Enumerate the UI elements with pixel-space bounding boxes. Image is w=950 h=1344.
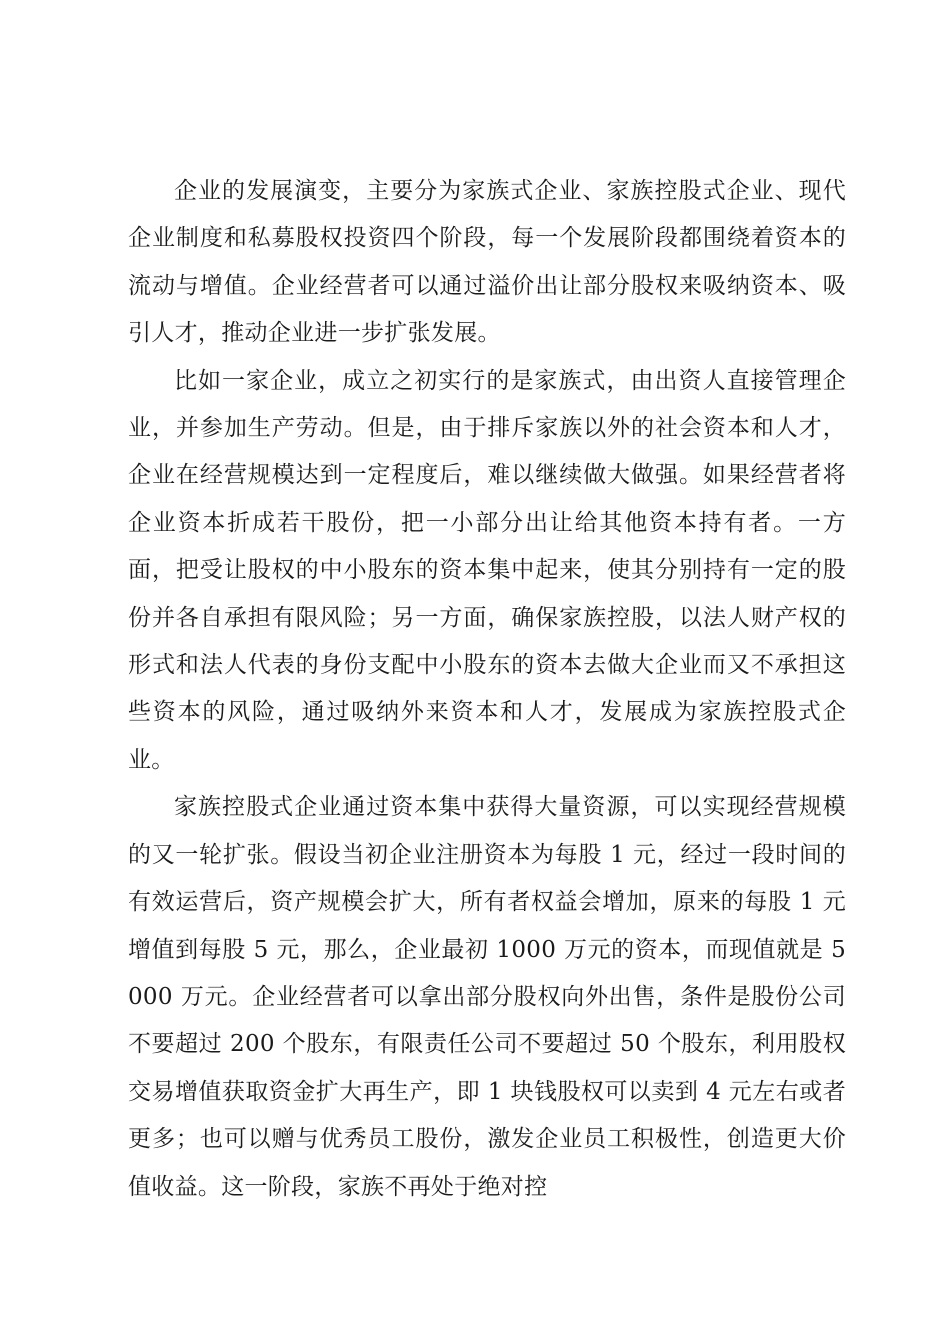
paragraph-1: 企业的发展演变，主要分为家族式企业、家族控股式企业、现代企业制度和私募股权投资四个阶段，每一个发展阶段都围绕着资本的流动与增值。企业经营者可以通过溢价出让部分股权来吸纳资本、吸引人才，推动企业进一步扩张发展。 <box>128 178 846 347</box>
paragraph-2: 比如一家企业，成立之初实行的是家族式，由出资人直接管理企业，并参加生产劳动。但是，由于排斥家族以外的社会资本和人才，企业在经营规模达到一定程度后，难以继续做大做强。如果经营者将企业资本折成若干股份，把一小部分出让给其他资本持有者。一方面，把受让股权的中小股东的资本集中起来，使其分别持有一定的股份并各自承担有限风险；另一方面，确保家族控股，以法人财产权的形式和法人代表的身份支配中小股东的资本去做大企业而又不承担这些资本的风险，通过吸纳外来资本和人才，发展成为家族控股式企业。 <box>128 367 846 773</box>
body-text <box>128 168 846 1211</box>
paragraph-3: 家族控股式企业通过资本集中获得大量资源，可以实现经营规模的又一轮扩张。假设当初企业注册资本为每股 1 元，经过一段时间的有效运营后，资产规模会扩大，所有者权益会增加，原来的每股 1 元增值到每股 5 元，那么，企业最初 1000 万元的资本，而现值就是 5000 万元。企业经营者可以拿出部分股权向外出售，条件是股份公司不要超过 200 个股东，有限责任公司不要超过 50 个股东，利用股权交易增值获取资金扩大再生产，即 1 块钱股权可以卖到 4 元左右或者更多；也可以赠与优秀员工股份，激发企业员工积极性，创造更大价值收益。这一阶段，家族不再处于绝对控 <box>128 794 846 1200</box>
